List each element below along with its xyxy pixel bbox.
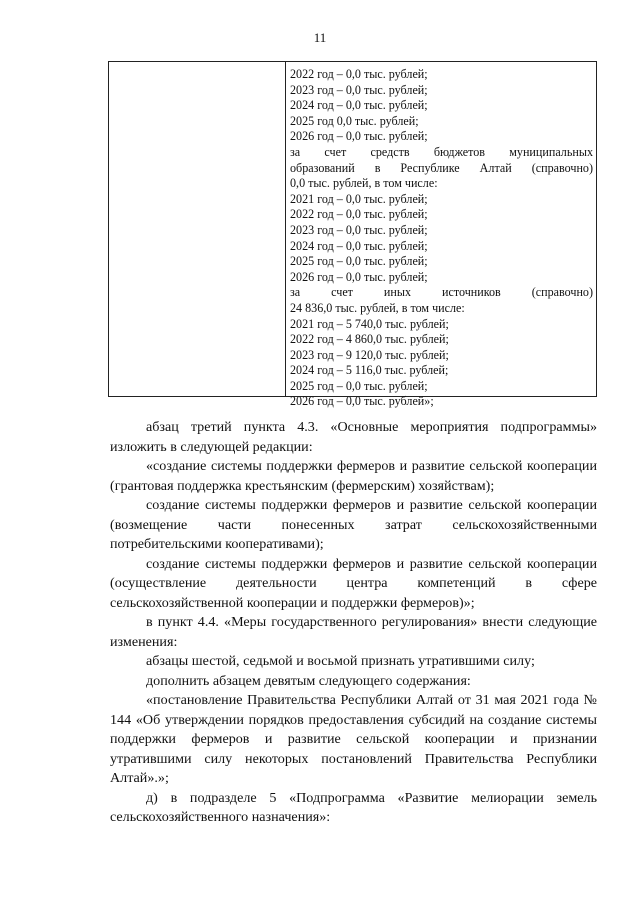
table-line: 2025 год – 0,0 тыс. рублей; [290, 254, 428, 269]
body-paragraph: «постановление Правительства Республики Алтай от 31 мая 2021 года № 144 «Об утверждении порядков предоставления субсидий на создание системы поддержки фермеров и развитие сельской кооперации и признании утратившими силу некоторых постановлений Правительства Республики Алтай».»; [110, 692, 597, 786]
table-line: 2022 год – 0,0 тыс. рублей; [290, 67, 428, 81]
table-line: за счет средств бюджетов муниципальных [290, 144, 593, 159]
body-paragraph: создание системы поддержки фермеров и развитие сельской кооперации (возмещение части понесенных затрат сельскохозяйственными потребительскими кооперативами); [110, 497, 597, 552]
funding-table [108, 61, 597, 409]
body-paragraph: в пункт 4.4. «Меры государственного регулирования» внести следующие изменения: [110, 614, 597, 650]
table-line: 2021 год – 0,0 тыс. рублей; [290, 191, 428, 206]
body-paragraph: «создание системы поддержки фермеров и развитие сельской кооперации (грантовая поддержка крестьянским (фермерским) хозяйствам); [110, 458, 597, 494]
table-right-cell [290, 67, 593, 410]
table-line: 2026 год – 0,0 тыс. рублей»; [290, 394, 434, 409]
body-paragraph: д) в подразделе 5 «Подпрограмма «Развитие мелиорации земель сельскохозяйственного назначения»: [110, 789, 597, 825]
document-body [110, 418, 597, 828]
body-paragraph: абзацы шестой, седьмой и восьмой признать утратившими силу; [146, 653, 535, 669]
table-line: за счет иных источников (справочно) [290, 285, 593, 300]
table-line: 2024 год – 0,0 тыс. рублей; [290, 98, 428, 113]
table-line: 2024 год – 0,0 тыс. рублей; [290, 238, 428, 253]
table-line: 0,0 тыс. рублей, в том числе: [290, 176, 438, 191]
body-paragraph: создание системы поддержки фермеров и развитие сельской кооперации (осуществление деятельности центра компетенций в сфере сельскохозяйственной кооперации и поддержки фермеров)»; [110, 555, 597, 611]
table-line: 2022 год – 4 860,0 тыс. рублей; [290, 332, 449, 347]
table-line: 2026 год – 0,0 тыс. рублей; [290, 269, 428, 284]
table-line: 2022 год – 0,0 тыс. рублей; [290, 207, 428, 222]
table-line: 2024 год – 5 116,0 тыс. рублей; [290, 363, 449, 378]
table-line: 2025 год – 0,0 тыс. рублей; [290, 378, 428, 393]
table-line: 24 836,0 тыс. рублей, в том числе: [290, 300, 465, 315]
table-line: 2023 год – 9 120,0 тыс. рублей; [290, 347, 449, 362]
table-line: 2023 год – 0,0 тыс. рублей; [290, 82, 428, 97]
table-line: 2026 год – 0,0 тыс. рублей; [290, 129, 428, 144]
body-paragraph: абзац третий пункта 4.3. «Основные мероприятия подпрограммы» изложить в следующей редакции: [110, 419, 597, 455]
table-line: образований в Республике Алтай (справочно) [290, 160, 593, 175]
table-line: 2023 год – 0,0 тыс. рублей; [290, 222, 428, 237]
page-number: 11 [313, 30, 327, 45]
table-column-divider [285, 62, 286, 396]
table-line: 2025 год 0,0 тыс. рублей; [290, 113, 419, 128]
table-line: 2021 год – 5 740,0 тыс. рублей; [290, 316, 449, 331]
body-paragraph: дополнить абзацем девятым следующего содержания: [146, 672, 471, 689]
